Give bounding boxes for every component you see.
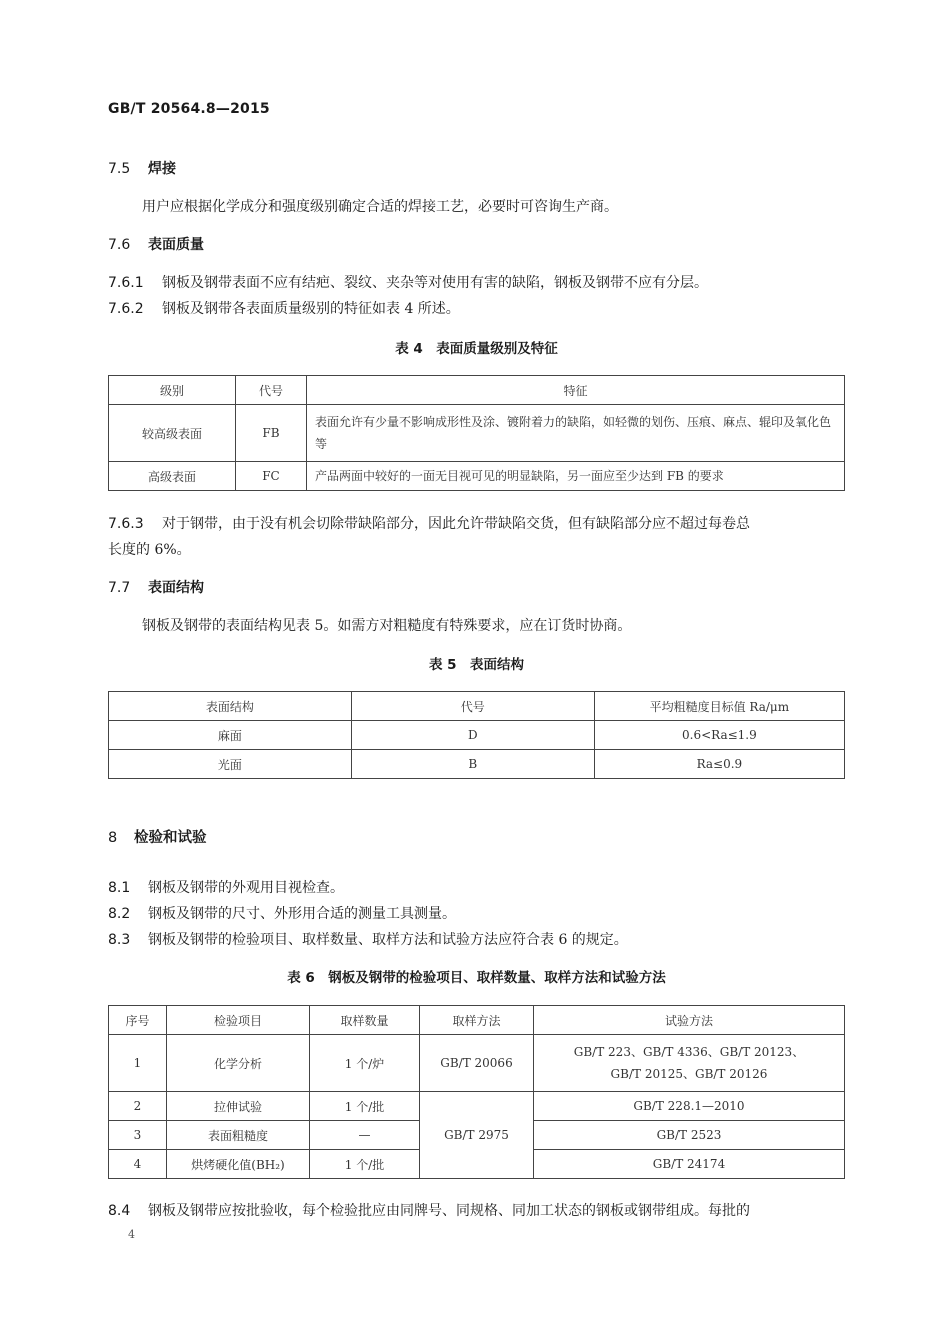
table-cell: 0.6<Ra≤1.9 <box>594 721 844 750</box>
table-header-cell: 表面结构 <box>109 692 352 721</box>
table-cell: 4 <box>109 1150 167 1179</box>
table-header-row <box>109 376 845 405</box>
section-number: 7.5 <box>108 161 131 177</box>
clause-number: 8.1 <box>108 880 131 896</box>
section-title: 表面结构 <box>148 580 204 596</box>
page-number: 4 <box>128 1228 135 1241</box>
section-7-6-heading <box>108 234 204 254</box>
table-row <box>109 1035 845 1092</box>
clause-number: 8.4 <box>108 1203 131 1219</box>
table-cell: 化学分析 <box>167 1035 310 1092</box>
table-header-cell: 试验方法 <box>534 1006 845 1035</box>
table-cell: 3 <box>109 1121 167 1150</box>
table-cell: FB <box>236 405 307 462</box>
clause-text: 钢板及钢带表面不应有结疤、裂纹、夹杂等对使用有害的缺陷，钢板及钢带不应有分层。 <box>162 275 708 291</box>
table-cell: 2 <box>109 1092 167 1121</box>
table-cell: B <box>351 750 594 779</box>
table-cell: 烘烤硬化值(BH₂) <box>167 1150 310 1179</box>
table-header-cell: 平均粗糙度目标值 Ra/μm <box>594 692 844 721</box>
clause-text: 钢板及钢带各表面质量级别的特征如表 4 所述。 <box>162 301 460 317</box>
table-cell: GB/T 20066 <box>420 1035 534 1092</box>
table-cell: — <box>310 1121 420 1150</box>
section-number: 7.7 <box>108 580 131 596</box>
table-cell: D <box>351 721 594 750</box>
table-cell: 1 个/批 <box>310 1092 420 1121</box>
table-cell: 产品两面中较好的一面无目视可见的明显缺陷，另一面应至少达到 FB 的要求 <box>307 462 845 491</box>
clause-8-2 <box>108 903 456 923</box>
clause-number: 7.6.1 <box>108 275 144 291</box>
table-cell: 表面粗糙度 <box>167 1121 310 1150</box>
section-8-heading <box>108 826 207 847</box>
table-header-cell: 取样数量 <box>310 1006 420 1035</box>
clause-8-4 <box>108 1200 750 1220</box>
clause-number: 7.6.3 <box>108 516 144 532</box>
table-header-row <box>109 692 845 721</box>
clause-text: 钢板及钢带的检验项目、取样数量、取样方法和试验方法应符合表 6 的规定。 <box>148 932 628 948</box>
clause-7-6-1 <box>108 272 708 292</box>
clause-number: 8.2 <box>108 906 131 922</box>
table-cell: 1 个/炉 <box>310 1035 420 1092</box>
table-header-cell: 代号 <box>351 692 594 721</box>
clause-8-1 <box>108 877 344 897</box>
clause-8-3 <box>108 929 628 949</box>
table-header-cell: 取样方法 <box>420 1006 534 1035</box>
clause-number: 8.3 <box>108 932 131 948</box>
section-7-5-text: 用户应根据化学成分和强度级别确定合适的焊接工艺，必要时可咨询生产商。 <box>142 199 618 215</box>
clause-7-6-3 <box>108 513 750 533</box>
table-cell: 光面 <box>109 750 352 779</box>
clause-number: 7.6.2 <box>108 301 144 317</box>
clause-text: 钢板及钢带应按批验收，每个检验批应由同牌号、同规格、同加工状态的钢板或钢带组成。每批的 <box>148 1203 750 1219</box>
section-7-7-heading <box>108 577 204 597</box>
table-cell: Ra≤0.9 <box>594 750 844 779</box>
table-5 <box>108 691 845 779</box>
table-6-caption: 表 6 钢板及钢带的检验项目、取样数量、取样方法和试验方法 <box>287 970 666 986</box>
table-row <box>109 1092 845 1121</box>
table-5-caption: 表 5 表面结构 <box>428 657 525 673</box>
table-header-cell: 特征 <box>307 376 845 405</box>
table-cell: 表面允许有少量不影响成形性及涂、镀附着力的缺陷，如轻微的划伤、压痕、麻点、辊印及氧化色等 <box>307 405 845 462</box>
table-cell: 麻面 <box>109 721 352 750</box>
table-row <box>109 750 845 779</box>
section-7-7-text: 钢板及钢带的表面结构见表 5。如需方对粗糙度有特殊要求，应在订货时协商。 <box>142 618 632 634</box>
table-cell: 高级表面 <box>109 462 236 491</box>
clause-text: 钢板及钢带的尺寸、外形用合适的测量工具测量。 <box>148 906 456 922</box>
table-row <box>109 721 845 750</box>
clause-text: 钢板及钢带的外观用目视检查。 <box>148 880 344 896</box>
table-header-cell: 代号 <box>236 376 307 405</box>
section-title: 检验和试验 <box>134 830 207 846</box>
section-title: 焊接 <box>148 161 176 177</box>
table-row <box>109 405 845 462</box>
table-cell: 较高级表面 <box>109 405 236 462</box>
table-cell: GB/T 2523 <box>534 1121 845 1150</box>
standard-number: GB/T 20564.8—2015 <box>108 101 270 117</box>
table-cell: GB/T 24174 <box>534 1150 845 1179</box>
clause-text: 对于钢带，由于没有机会切除带缺陷部分，因此允许带缺陷交货，但有缺陷部分应不超过每卷总 <box>162 516 750 532</box>
section-title: 表面质量 <box>148 237 204 253</box>
table-header-cell: 级别 <box>109 376 236 405</box>
table-cell: 1 个/批 <box>310 1150 420 1179</box>
table-cell: GB/T 228.1—2010 <box>534 1092 845 1121</box>
table-cell: 拉伸试验 <box>167 1092 310 1121</box>
section-7-5-heading <box>108 158 176 178</box>
table-6 <box>108 1005 845 1179</box>
table-header-cell: 检验项目 <box>167 1006 310 1035</box>
table-header-row <box>109 1006 845 1035</box>
table-cell: GB/T 2975 <box>420 1092 534 1179</box>
table-4-caption: 表 4 表面质量级别及特征 <box>395 341 558 357</box>
table-4 <box>108 375 845 491</box>
section-number: 8 <box>108 830 118 846</box>
test-method-line: GB/T 20125、GB/T 20126 <box>610 1067 768 1081</box>
table-cell: FC <box>236 462 307 491</box>
table-cell: 1 <box>109 1035 167 1092</box>
test-method-line: GB/T 223、GB/T 4336、GB/T 20123、 <box>573 1045 805 1059</box>
section-number: 7.6 <box>108 237 131 253</box>
table-cell <box>534 1035 845 1092</box>
clause-7-6-2 <box>108 298 460 318</box>
table-row <box>109 462 845 491</box>
clause-7-6-3-continued: 长度的 6%。 <box>108 542 191 558</box>
table-header-cell: 序号 <box>109 1006 167 1035</box>
